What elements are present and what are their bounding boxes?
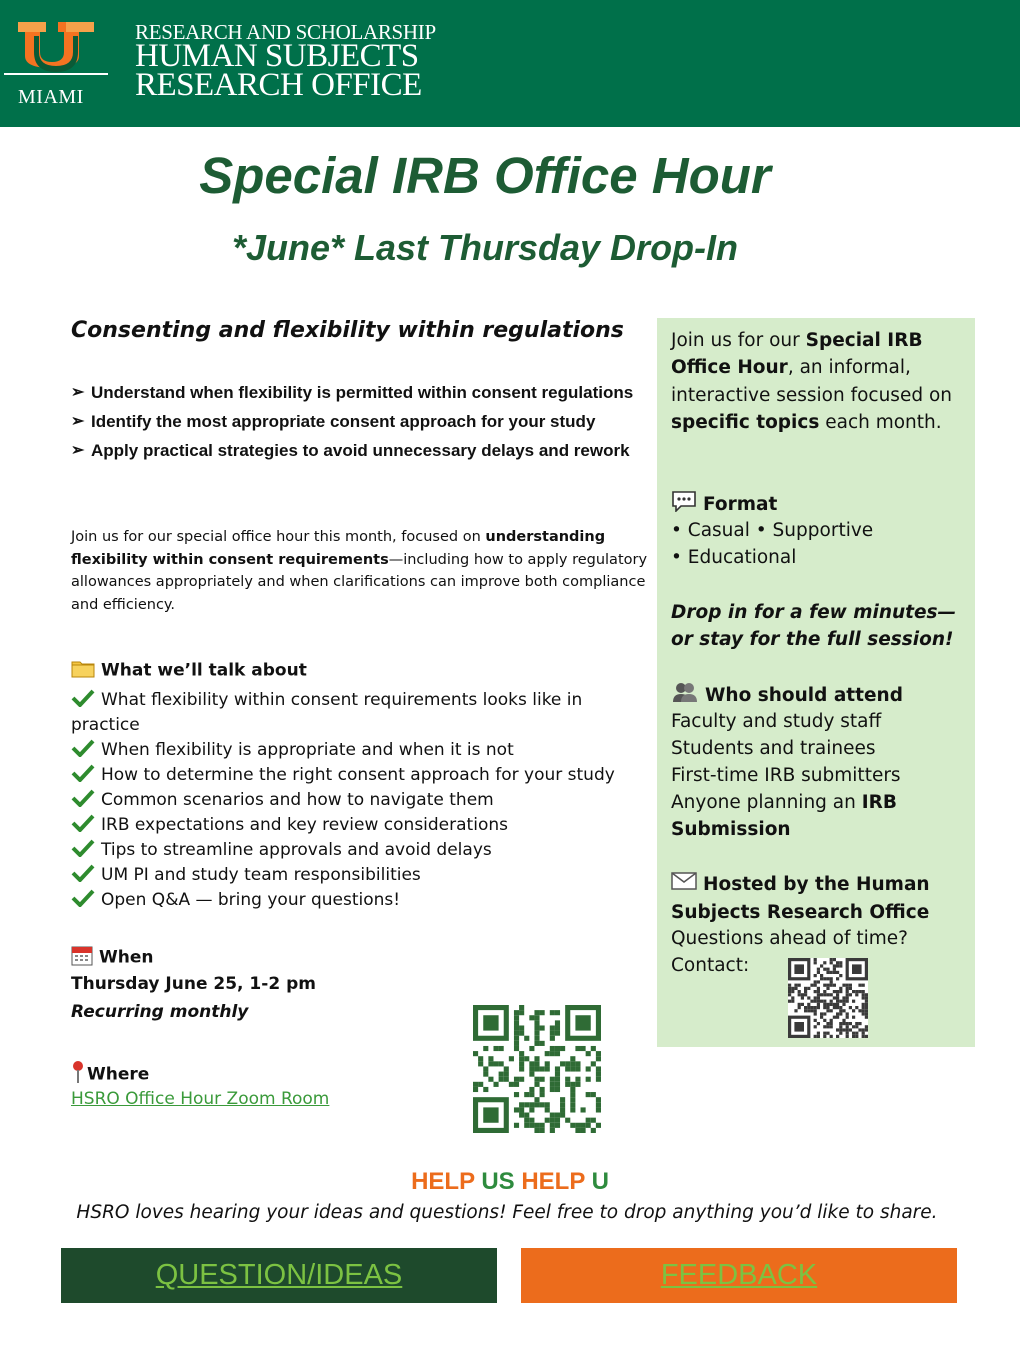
contact-qr-code-icon[interactable]: [788, 958, 868, 1038]
attend-line: First-time IRB submitters: [671, 765, 901, 786]
attend-line: Faculty and study staff: [671, 711, 882, 732]
check-icon: [71, 764, 95, 782]
logo-divider: [4, 73, 108, 75]
sidebar-intro: [671, 327, 967, 436]
info-sidebar: [657, 318, 975, 1047]
event-date: Thursday June 25, 1-2 pm: [71, 974, 316, 994]
talk-list: [71, 688, 651, 913]
talk-item: [71, 788, 651, 813]
attend-last-text: Anyone planning an: [671, 792, 862, 813]
objectives-list: [71, 384, 651, 471]
attend-heading-label: Who should attend: [705, 685, 903, 707]
contact-line: Contact:: [671, 955, 750, 976]
page-subtitle: *June* Last Thursday Drop-In: [231, 227, 739, 268]
talk-item: [71, 888, 651, 913]
sidebar-intro-text: Join us for our: [671, 330, 806, 351]
zoom-qr-code-icon[interactable]: [473, 1005, 601, 1133]
format-heading-label: Format: [703, 494, 778, 516]
sidebar-intro-bold-2: specific topics: [671, 411, 820, 433]
objective-item: ➢ Identify the most appropriate consent approach for your study: [71, 413, 651, 431]
talk-item: [71, 688, 651, 738]
help-subtext: HSRO loves hearing your ideas and questions! Feel free to drop anything you’d like to share.: [76, 1202, 938, 1223]
intro-text: Join us for our special office hour this month, focused on: [71, 529, 486, 545]
talk-item-label: What flexibility within consent requirements looks like in practice: [71, 690, 583, 735]
check-icon: [71, 864, 95, 882]
talk-item-label: Common scenarios and how to navigate them: [101, 790, 494, 810]
um-logo: [0, 0, 120, 127]
where-heading-label: Where: [87, 1064, 150, 1085]
calendar-icon: [71, 944, 93, 971]
speech-bubble-icon: [671, 490, 697, 520]
intro-text-end: —including how to apply regulatory allowances appropriately and when clarifications can improve both compliance and efficiency.: [71, 551, 648, 613]
pin-icon: [71, 1060, 85, 1089]
when-heading-label: When: [99, 947, 154, 968]
topic-heading: Consenting and flexibility within regulations: [71, 318, 624, 343]
talk-item-label: Tips to streamline approvals and avoid delays: [101, 840, 492, 860]
folder-icon: [71, 658, 95, 683]
talk-item-label: UM PI and study team responsibilities: [101, 865, 421, 885]
attend-last-bold: IRB Submission: [671, 792, 897, 841]
format-line2: • Educational: [671, 547, 797, 568]
check-icon: [71, 789, 95, 807]
envelope-icon: [671, 871, 697, 899]
page-title: Special IRB Office Hour: [199, 147, 771, 204]
format-line1: • Casual • Supportive: [671, 520, 874, 541]
check-icon: [71, 839, 95, 857]
drop-in-note: Drop in for a few minutes—or stay for the full session!: [671, 602, 957, 651]
check-icon: [71, 739, 95, 757]
hosted-heading-label: Hosted by the Human Subjects Research Office: [671, 874, 930, 924]
feedback-button[interactable]: FEEDBACK: [521, 1248, 957, 1303]
talk-item-label: How to determine the right consent approach for your study: [101, 765, 615, 785]
talk-item: [71, 738, 651, 763]
sidebar-intro-bold: Special IRB Office Hour: [671, 330, 923, 379]
hosted-heading: [671, 871, 967, 927]
attend-heading: [671, 681, 967, 711]
check-icon: [71, 889, 95, 907]
office-name-line2: HUMAN SUBJECTS: [135, 38, 419, 74]
when-heading: [71, 944, 154, 971]
help-word-3: HELP: [521, 1168, 592, 1195]
help-word-1: HELP: [411, 1168, 482, 1195]
intro-paragraph: [71, 526, 671, 616]
question-ideas-button[interactable]: QUESTION/IDEAS: [61, 1248, 497, 1303]
talk-item-label: IRB expectations and key review considerations: [101, 815, 508, 835]
u-logo-icon: [0, 0, 120, 80]
attend-line-last: [671, 789, 967, 844]
check-icon: [71, 689, 95, 707]
help-heading: [0, 1168, 1020, 1196]
talk-item-label: When flexibility is appropriate and when it is not: [101, 740, 514, 760]
event-recurrence: Recurring monthly: [71, 1002, 249, 1022]
header-bar: [0, 0, 1020, 127]
talk-item-label: Open Q&A — bring your questions!: [101, 890, 401, 910]
logo-wordmark: MIAMI: [18, 86, 84, 108]
talk-item: [71, 838, 651, 863]
objective-item: ➢ Understand when flexibility is permitted within consent regulations: [71, 384, 651, 402]
talk-item: [71, 863, 651, 888]
talk-item: [71, 763, 651, 788]
talk-heading: [71, 658, 307, 683]
sidebar-intro-text-3: each month.: [819, 411, 942, 433]
format-heading: [671, 490, 967, 520]
objective-item: ➢ Apply practical strategies to avoid unnecessary delays and rework: [71, 442, 651, 460]
office-name-line3: RESEARCH OFFICE: [135, 67, 422, 103]
office-name-line1: RESEARCH AND SCHOLARSHIP: [135, 20, 436, 44]
intro-bold-text: understanding flexibility within consent requirements: [71, 529, 606, 568]
talk-heading-label: What we’ll talk about: [101, 660, 307, 681]
zoom-room-link[interactable]: HSRO Office Hour Zoom Room: [71, 1089, 330, 1109]
check-icon: [71, 814, 95, 832]
help-word-4: U: [591, 1168, 609, 1195]
sidebar-intro-text-2: , an informal, interactive session focused on: [671, 357, 952, 406]
help-word-2: US: [481, 1168, 522, 1195]
people-icon: [671, 681, 699, 711]
where-heading: [71, 1060, 149, 1089]
talk-item: [71, 813, 651, 838]
attend-line: Students and trainees: [671, 738, 876, 759]
questions-line: Questions ahead of time?: [671, 928, 908, 949]
office-name: [135, 20, 436, 103]
